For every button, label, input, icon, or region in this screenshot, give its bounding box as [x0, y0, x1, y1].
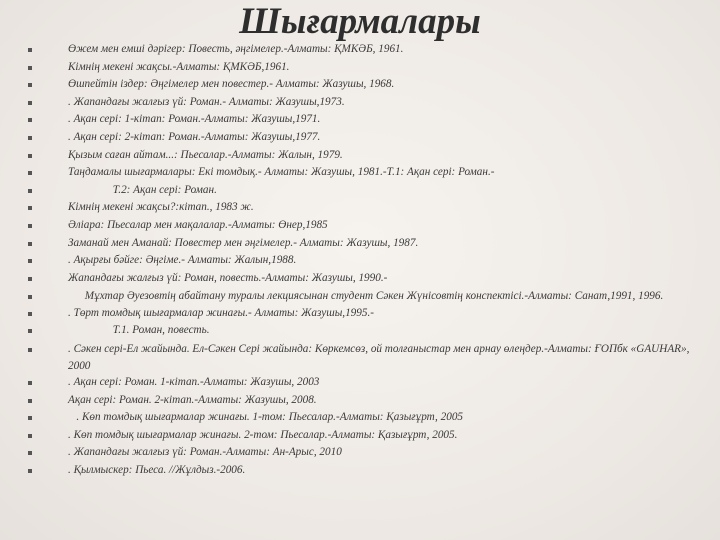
bullet-icon	[28, 329, 32, 333]
list-item-text: . Жапандағы жалғыз үй: Роман.-Алматы: Ан-Арыс, 2010	[68, 446, 342, 459]
bullet-icon	[28, 189, 32, 193]
list-item-text: Қызым саған айтам...: Пьесалар.-Алматы: Жалын, 1979.	[68, 148, 343, 161]
list-item	[28, 76, 698, 94]
bullet-icon	[28, 434, 32, 438]
list-item-text: Мұхтар Әуезовтің абайтану туралы лекциясынан студент Сәкен Жүнісовтің конспектісі.-Алматы: Санат,1991, 1996.	[68, 290, 664, 303]
bullet-icon	[28, 295, 32, 299]
bullet-icon	[28, 101, 32, 105]
list-item-text: . Ақан сері: Роман. 1-кітап.-Алматы: Жазушы, 2003	[68, 376, 320, 388]
list-item	[28, 340, 698, 374]
bullet-icon	[28, 118, 32, 122]
list-item	[28, 462, 698, 480]
bullet-icon	[28, 136, 32, 140]
list-item-text: Кімнің мекені жақсы?:кітап., 1983 ж.	[68, 201, 254, 214]
list-item-text: . Қылмыскер: Пьеса. //Жұлдыз.-2006.	[68, 463, 246, 476]
list-item	[28, 111, 698, 129]
bullet-icon	[28, 348, 32, 352]
bullet-icon	[28, 259, 32, 263]
list-item	[28, 444, 698, 462]
slide-title: Шығармалары	[239, 1, 481, 42]
list-item	[28, 147, 698, 165]
bullet-icon	[28, 154, 32, 158]
bullet-icon	[28, 48, 32, 52]
list-item	[28, 374, 698, 392]
list-item-text: . Сәкен сері-Ел жайында. Ел-Сәкен Сері жайында: Көркемсөз, ой толғаныстар мен арнау өлеңдер.-Алматы: ҒОПбк «GAUHAR», 2000	[68, 343, 693, 372]
list-item-text: Кімнің мекені жақсы.-Алматы: ҚМКӘБ,1961.	[68, 60, 290, 73]
list-item	[28, 164, 698, 182]
bullet-icon	[28, 312, 32, 316]
bullet-icon	[28, 277, 32, 281]
list-item	[28, 59, 698, 77]
list-item-text: . Ақырғы бәйге: Әңгіме.- Алматы: Жалын,1988.	[68, 254, 297, 267]
list-item	[28, 41, 698, 59]
list-item-text: Жапандағы жалғыз үй: Роман, повесть.-Алматы: Жазушы, 1990.-	[68, 271, 388, 284]
bullet-icon	[28, 381, 32, 385]
list-item-text: . Ақан сері: 2-кітап: Роман.-Алматы: Жазушы,1977.	[68, 130, 321, 143]
list-item-text: Ақан сері: Роман. 2-кітап.-Алматы: Жазушы, 2008.	[68, 393, 317, 406]
list-item-text: Өшпейтін іздер: Әңгімелер мен повестер.- Алматы: Жазушы, 1968.	[68, 78, 395, 91]
list-item	[28, 287, 698, 305]
bullet-icon	[28, 66, 32, 70]
list-item-text: Өжем мен емші дәрігер: Повесть, әңгімелер.-Алматы: ҚМКӘБ, 1961.	[68, 43, 404, 55]
bullet-icon	[28, 242, 32, 246]
list-item	[28, 94, 698, 112]
bullet-icon	[28, 416, 32, 420]
list-item-text: Т.1. Роман, повесть.	[68, 324, 210, 337]
bullet-icon	[28, 469, 32, 473]
bullet-icon	[28, 399, 32, 403]
list-item-text: . Жапандағы жалғыз үй: Роман.- Алматы: Жазушы,1973.	[68, 95, 345, 108]
bullet-icon	[28, 451, 32, 455]
list-item	[28, 217, 698, 235]
list-item-text: . Көп томдық шығармалар жинағы. 1-том: Пьесалар.-Алматы: Қазығұрт, 2005	[68, 411, 464, 424]
list-item	[28, 235, 698, 253]
bullet-icon	[28, 206, 32, 210]
list-item	[28, 305, 698, 323]
list-item	[28, 252, 698, 270]
list-item-text: Т.2: Ақан сері: Роман.	[68, 183, 217, 196]
list-item-text: Таңдамалы шығармалары: Екі томдық.- Алматы: Жазушы, 1981.-Т.1: Ақан сері: Роман.-	[68, 166, 495, 179]
list-item	[28, 129, 698, 147]
bullet-icon	[28, 83, 32, 87]
list-item-text: Заманай мен Аманай: Повестер мен әңгімелер.- Алматы: Жазушы, 1987.	[68, 236, 419, 249]
list-item	[28, 392, 698, 410]
list-item	[28, 409, 698, 427]
list-item	[28, 182, 698, 200]
list-item-text: . Көп томдық шығармалар жинағы. 2-том: Пьесалар.-Алматы: Қазығұрт, 2005.	[68, 428, 458, 441]
list-item-text: . Ақан сері: 1-кітап: Роман.-Алматы: Жазушы,1971.	[68, 113, 321, 126]
list-item-text: Әліара: Пьесалар мен мақалалар.-Алматы: Өнер,1985	[68, 218, 328, 231]
list-item-text: . Төрт томдық шығармалар жинағы.- Алматы: Жазушы,1995.-	[68, 306, 374, 319]
bullet-icon	[28, 224, 32, 228]
list-item	[28, 199, 698, 217]
list-item	[28, 322, 698, 340]
works-list	[28, 41, 698, 480]
list-item	[28, 270, 698, 288]
bullet-icon	[28, 171, 32, 175]
list-item	[28, 427, 698, 445]
